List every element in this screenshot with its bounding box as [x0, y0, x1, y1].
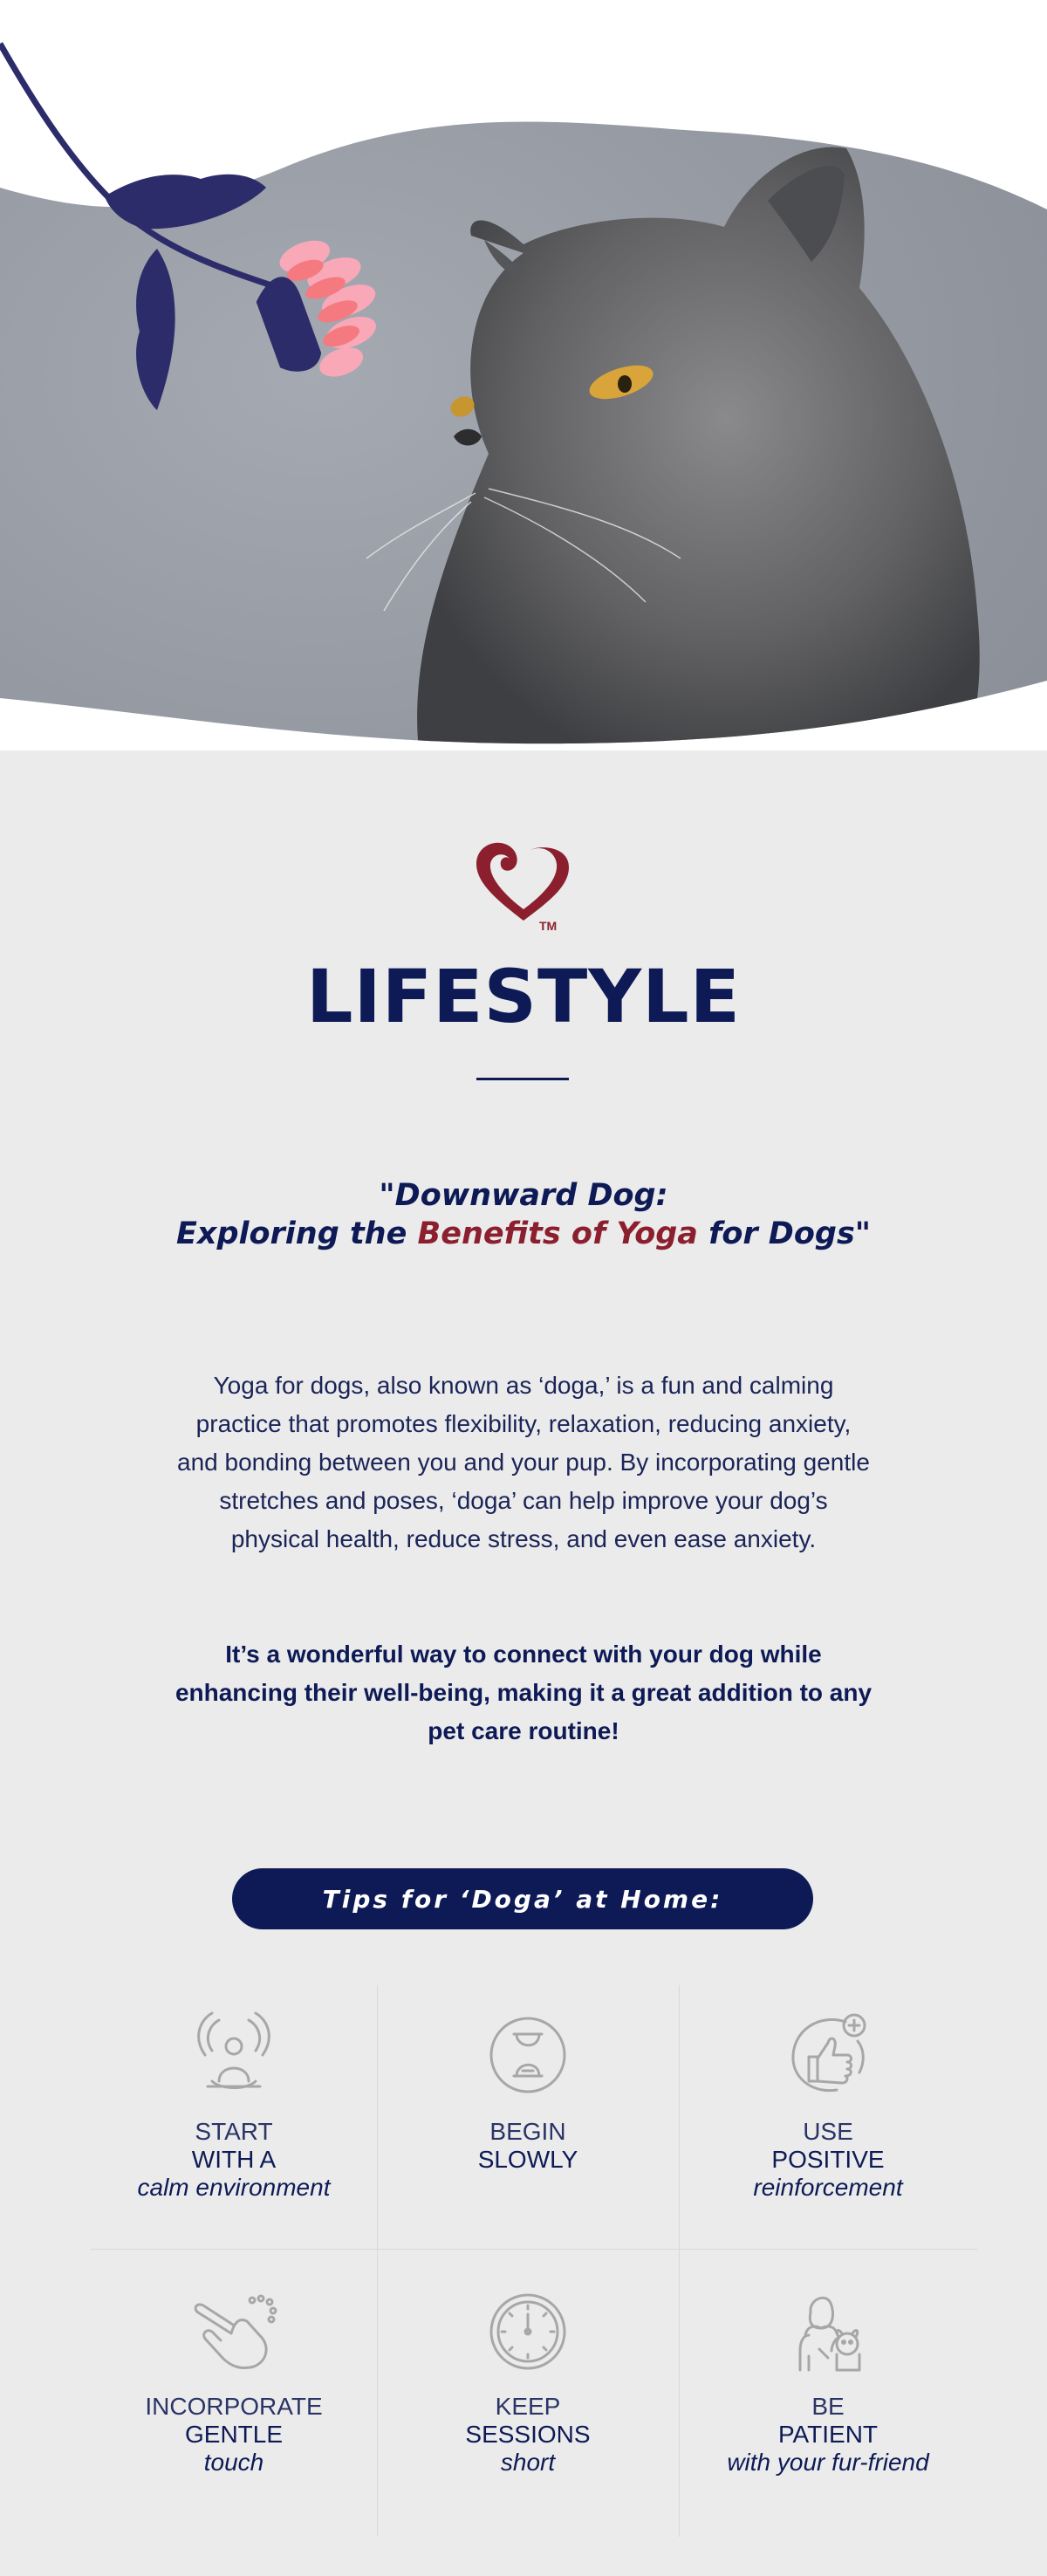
tip-line2: GENTLE — [184, 2421, 284, 2448]
tip-line2: SLOWLY — [477, 2146, 578, 2173]
article-title — [0, 1176, 1047, 1253]
tip-line1: INCORPORATE — [145, 2393, 323, 2420]
section-title: LIFESTYLE — [305, 954, 742, 1039]
hand-touch-icon — [186, 2286, 282, 2374]
tips-heading-banner — [232, 1868, 813, 1929]
tip-line3: with your fur-friend — [727, 2449, 929, 2476]
tip-item — [679, 2011, 977, 2202]
tip-line2: SESSIONS — [465, 2421, 591, 2448]
tips-heading: Tips for ‘Doga’ at Home: — [322, 1884, 723, 1914]
tip-line3: short — [500, 2449, 556, 2476]
tip-line1: BEGIN — [489, 2118, 566, 2145]
title-suffix: for Dogs" — [697, 1216, 872, 1251]
grid-divider — [91, 2249, 977, 2250]
person-with-dog-icon — [784, 2286, 872, 2374]
tip-line1: BE — [811, 2393, 845, 2420]
article-title-line2 — [0, 1215, 1047, 1253]
tip-line2: PATIENT — [777, 2421, 879, 2448]
tip-line1: USE — [803, 2118, 853, 2145]
title-accent: Benefits of Yoga — [417, 1216, 698, 1251]
tip-line1: START — [195, 2118, 273, 2145]
trademark-mark: TM — [539, 919, 558, 933]
tip-item — [377, 2286, 679, 2477]
tip-line3: touch — [203, 2449, 264, 2476]
tips-grid — [91, 1985, 977, 2537]
tip-item — [679, 2286, 977, 2477]
article-title-line1: "Downward Dog: — [379, 1178, 668, 1213]
tip-item — [91, 2011, 377, 2202]
tip-line2: POSITIVE — [771, 2146, 885, 2173]
hero-cat-image — [0, 0, 1047, 750]
hourglass-icon — [484, 2011, 571, 2099]
tip-line3: reinforcement — [753, 2174, 903, 2201]
tip-line3: calm environment — [137, 2174, 331, 2201]
brand-heart-logo — [471, 838, 576, 934]
stopwatch-icon — [484, 2286, 571, 2374]
hero-banner — [0, 0, 1047, 750]
meditation-icon — [186, 2011, 282, 2099]
tip-item — [91, 2286, 377, 2477]
tip-item — [377, 2011, 679, 2174]
tip-line2: WITH A — [191, 2146, 277, 2173]
article-closing: It’s a wonderful way to connect with your dog while enhancing their well-being, making it a great addition to any pet care routine! — [174, 1641, 872, 1744]
thumbs-up-icon — [784, 2011, 872, 2099]
title-divider — [476, 1078, 569, 1080]
article-body: Yoga for dogs, also known as ‘doga,’ is a fun and calming practice that promotes flexibility, relaxation, reducing anxiety, and bonding between you and your pup. By incorporating gentle stretches and poses, ‘doga’ can help improve your dog’s physical health, reduce stress, and even ease anxiety. — [177, 1372, 870, 1552]
title-prefix: Exploring the — [175, 1216, 418, 1251]
tip-line1: KEEP — [495, 2393, 561, 2420]
